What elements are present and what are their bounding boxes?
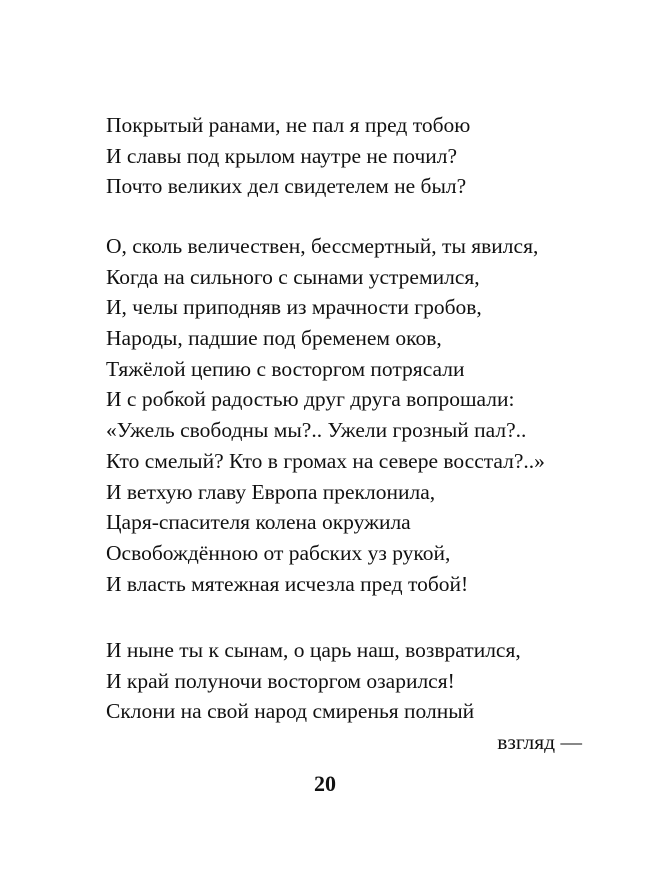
poem-line: Кто смелый? Кто в громах на севере восстал?..»: [106, 448, 545, 473]
poem-line: Склони на свой народ смиренья полный: [106, 699, 475, 724]
poem-line: Тяжёлой цепию с восторгом потрясали: [106, 356, 465, 381]
poem-line: Царя-спасителя колена окружила: [106, 510, 411, 535]
poem-line: И славы под крылом наутре не почил?: [106, 143, 458, 168]
poem-line: И с робкой радостью друг друга вопрошали:: [106, 387, 515, 412]
stanza-1: [106, 110, 586, 202]
poem-line: Народы, падшие под бременем оков,: [106, 326, 442, 351]
poem-line: И ветхую главу Европа преклонила,: [106, 479, 436, 504]
poem-line-carry-over: взгляд —: [497, 730, 582, 755]
poem-line: Освобождённою от рабских уз рукой,: [106, 540, 451, 565]
poem-line: Почто великих дел свидетелем не был?: [106, 174, 467, 199]
poem-line: И власть мятежная исчезла пред тобой!: [106, 571, 469, 596]
poem-line: И, челы приподняв из мрачности гробов,: [106, 295, 482, 320]
poem-line: Когда на сильного с сынами устремился,: [106, 264, 480, 289]
poem-line: И ныне ты к сынам, о царь наш, возвратился,: [106, 638, 521, 662]
stanza-3: [106, 635, 586, 758]
poem-line: И край полуночи восторгом озарился!: [106, 668, 455, 693]
stanza-2: [106, 231, 586, 599]
poem-line: О, сколь величествен, бессмертный, ты явился,: [106, 234, 539, 258]
page-number: 20: [314, 771, 336, 796]
poem-line: «Ужель свободны мы?.. Ужели грозный пал?..: [106, 418, 527, 443]
poem-line: Покрытый ранами, не пал я пред тобою: [106, 113, 471, 137]
